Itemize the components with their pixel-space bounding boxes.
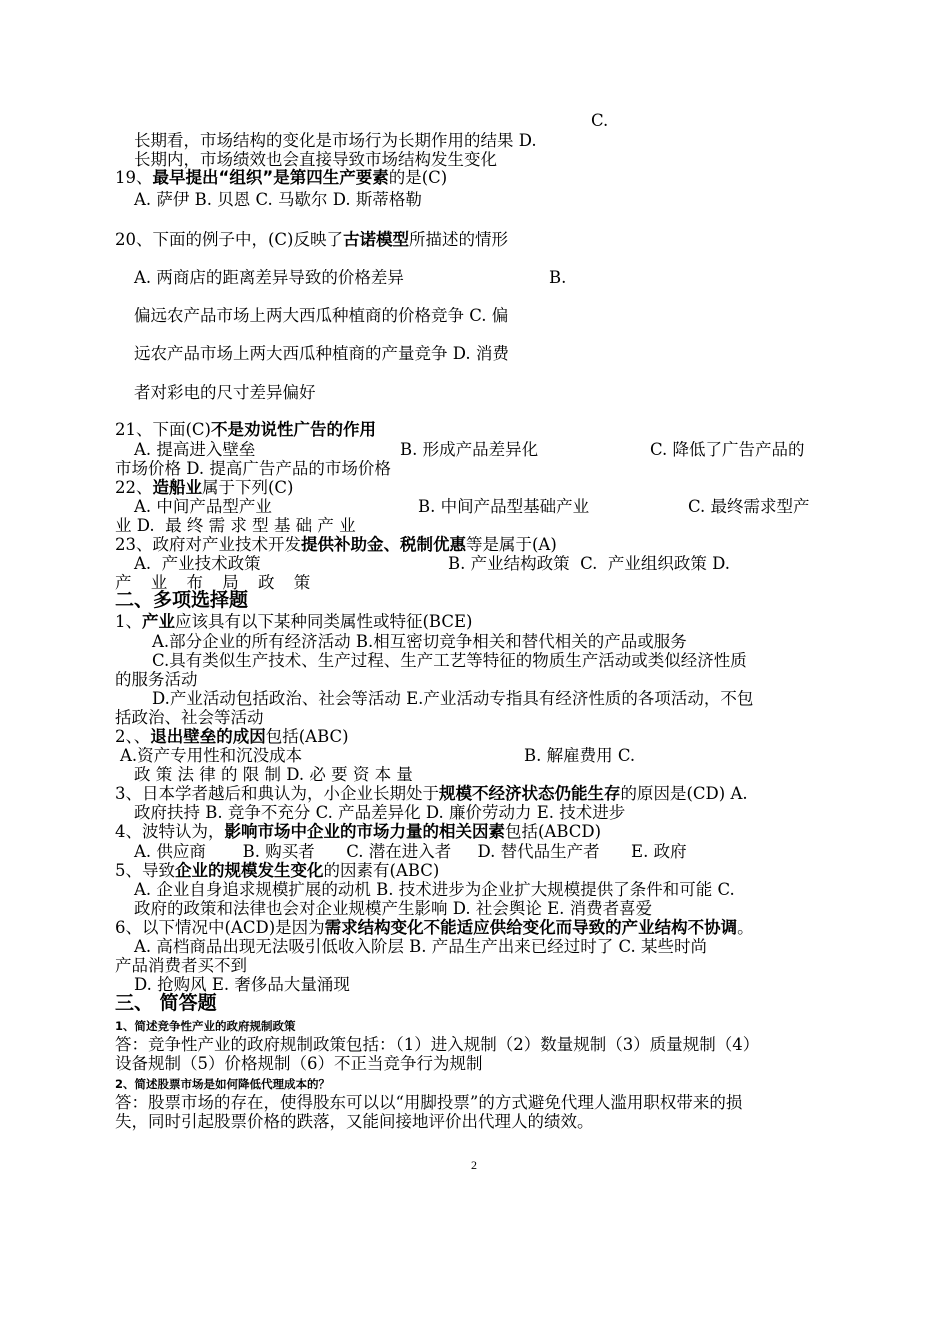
text-line: 括政治、社会等活动	[115, 708, 264, 727]
text-line: A. 高档商品出现无法吸引低收入阶层 B. 产品生产出来已经过时了 C. 某些时尚	[134, 937, 708, 956]
question-m3: 3、日本学者越后和典认为，小企业长期处于规模不经济状态仍能生存的原因是(CD) A.	[115, 784, 748, 803]
text-line: 长期看，市场结构的变化是市场行为长期作用的结果 D.	[134, 131, 537, 150]
section-heading: 三、 简答题	[115, 992, 217, 1014]
text-line: 远农产品市场上两大西瓜种植商的产量竞争 D. 消费	[134, 344, 509, 363]
question-m4: 4、波特认为，影响市场中企业的市场力量的相关因素包括(ABCD)	[115, 822, 602, 841]
answer-text: 设备规制（5）价格规制（6）不正当竞争行为规制	[115, 1054, 483, 1073]
text-line: 产品消费者买不到	[115, 956, 247, 975]
question-20: 20、下面的例子中，(C)反映了古诺模型所描述的情形	[115, 230, 508, 249]
question-19: 19、最早提出“组织”是第四生产要素的是(C)	[115, 168, 448, 187]
option-a: A. 中间产品型产业	[134, 497, 272, 516]
option-b: B. 中间产品型基础产业	[418, 497, 590, 516]
text-line: 长期内，市场绩效也会直接导致市场结构发生变化	[134, 150, 497, 169]
option-b: B. 形成产品差异化	[400, 440, 539, 459]
text-line: C.具有类似生产技术、生产过程、生产工艺等特征的物质生产活动或类似经济性质	[152, 651, 747, 670]
text-line: 市场价格 D. 提高广告产品的市场价格	[115, 459, 391, 478]
text-line: 政 策 法 律 的 限 制 D. 必 要 资 本 量	[134, 765, 413, 784]
options-line: B. 产业结构政策 C. 产业组织政策 D.	[448, 554, 731, 573]
option-a: A.资产专用性和沉没成本	[120, 746, 303, 765]
question-m2: 2、、退出壁垒的成因包括(ABC)	[115, 727, 349, 746]
short-answer-question: 1、简述竞争性产业的政府规制政策	[115, 1019, 296, 1033]
text-line: 产 业 布 局 政 策	[115, 573, 318, 592]
option-a: A. 两商店的距离差异导致的价格差异	[134, 268, 404, 287]
text-line: D.产业活动包括政治、社会等活动 E.产业活动专指具有经济性质的各项活动，不包	[152, 689, 754, 708]
text-line: 者对彩电的尺寸差异偏好	[134, 383, 316, 402]
question-23: 23、政府对产业技术开发提供补助金、税制优惠等是属于(A)	[115, 535, 557, 554]
text-line: 业 D. 最 终 需 求 型 基 础 产 业	[115, 516, 356, 535]
option-b: B.	[549, 268, 567, 287]
short-answer-question: 2、简述股票市场是如何降低代理成本的？	[115, 1077, 330, 1091]
text-line: A. 企业自身追求规模扩展的动机 B. 技术进步为企业扩大规模提供了条件和可能 C.	[134, 880, 735, 899]
text-line: 偏远农产品市场上两大西瓜种植商的价格竞争 C. 偏	[134, 306, 509, 325]
options-line: B. 解雇费用 C.	[524, 746, 636, 765]
question-21: 21、下面(C)不是劝说性广告的作用	[115, 420, 376, 439]
text-line: 的服务活动	[115, 670, 198, 689]
question-m5: 5、导致企业的规模发生变化的因素有(ABC)	[115, 861, 440, 880]
section-heading: 二、多项选择题	[115, 589, 249, 611]
answer-text: 答：股票市场的存在，使得股东可以以“用脚投票”的方式避免代理人滥用职权带来的损	[115, 1093, 743, 1112]
option-a: A. 提高进入壁垒	[134, 440, 256, 459]
text-line: C.	[591, 111, 609, 130]
options-line: 政府扶持 B. 竞争不充分 C. 产品差异化 D. 廉价劳动力 E. 技术进步	[134, 803, 626, 822]
answer-text: 失，同时引起股票价格的跌落，又能间接地评价出代理人的绩效。	[115, 1112, 594, 1131]
question-22: 22、造船业属于下列(C)	[115, 478, 294, 497]
question-m6: 6、以下情况中(ACD)是因为需求结构变化不能适应供给变化而导致的产业结构不协调。	[115, 918, 754, 937]
text-line: 政府的政策和法律也会对企业规模产生影响 D. 社会舆论 E. 消费者喜爱	[134, 899, 653, 918]
option-a: A. 产业技术政策	[134, 554, 261, 573]
options-line: A. 萨伊 B. 贝恩 C. 马歇尔 D. 斯蒂格勒	[134, 190, 422, 209]
text-line: A.部分企业的所有经济活动 B.相互密切竞争相关和替代相关的产品或服务	[152, 632, 687, 651]
answer-text: 答：竞争性产业的政府规制政策包括：（1）进入规制（2）数量规制（3）质量规制（4）	[115, 1035, 760, 1054]
page-number: 2	[471, 1158, 477, 1172]
option-c: C. 降低了广告产品的	[650, 440, 805, 459]
text-line: D. 抢购风 E. 奢侈品大量涌现	[134, 975, 350, 994]
question-m1: 1、产业应该具有以下某种同类属性或特征(BCE)	[115, 612, 473, 631]
options-line: A. 供应商 B. 购买者 C. 潜在进入者 D. 替代品生产者 E. 政府	[134, 842, 687, 861]
option-c: C. 最终需求型产	[688, 497, 810, 516]
